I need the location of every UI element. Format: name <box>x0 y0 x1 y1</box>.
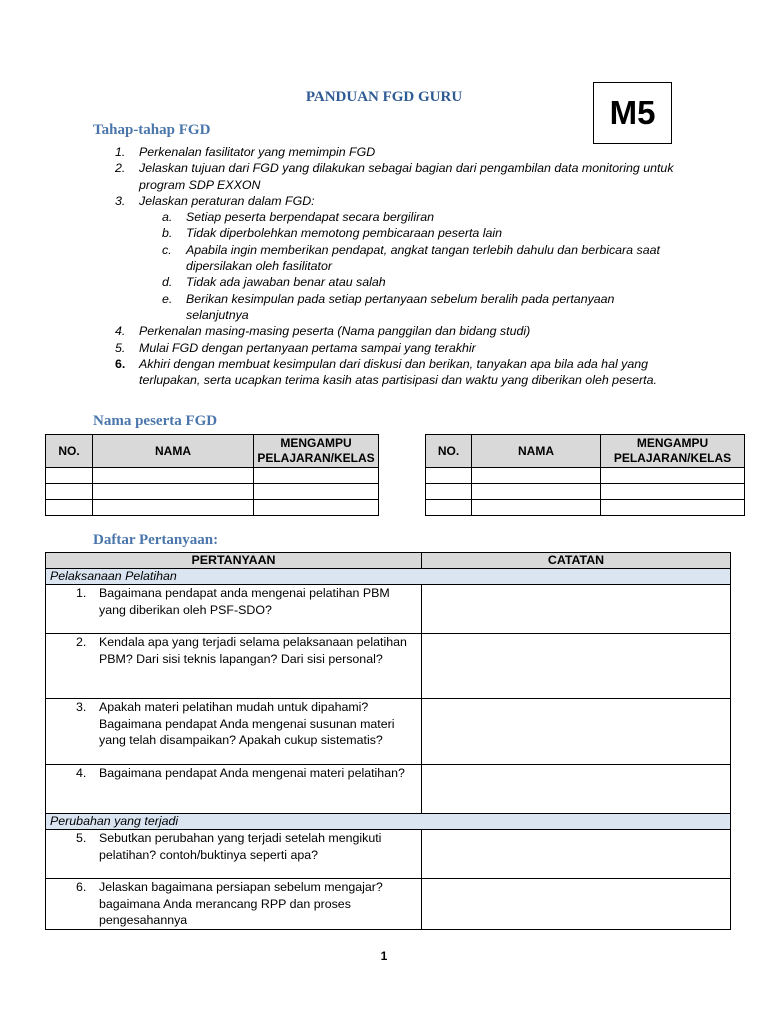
column-header-catatan: CATATAN <box>422 553 731 569</box>
list-item: 6. Akhiri dengan membuat kesimpulan dari diskusi dan berikan, tanyakan apa bila ada hal yang terlupakan, serta ucapkan terima kasih atas partisipasi dan waktu yang diberikan oleh peserta. <box>115 356 657 388</box>
table-cell[interactable] <box>93 500 254 516</box>
table-cell[interactable] <box>254 468 379 484</box>
column-header-no: NO. <box>46 435 93 468</box>
question-cell: 3. Apakah materi pelatihan mudah untuk dipahami? Bagaimana pendapat Anda mengenai susunan materi yang telah disampaikan? Apakah cukup sistematis? <box>46 699 422 765</box>
table-cell[interactable] <box>472 484 601 500</box>
steps-list <box>0 144 686 388</box>
list-item: 2. Jelaskan tujuan dari FGD yang dilakukan sebagai bagian dari pengambilan data monitoring untuk program SDP EXXON <box>115 161 674 192</box>
table-cell[interactable] <box>426 468 472 484</box>
list-item: 4. Perkenalan masing-masing peserta (Nama panggilan dan bidang studi) <box>115 324 531 339</box>
table-row <box>46 765 731 814</box>
section-heading-tahap: Tahap-tahap FGD <box>93 122 211 138</box>
column-header-mengampu: MENGAMPU PELAJARAN/KELAS <box>601 435 745 468</box>
sub-list-item: e. Berikan kesimpulan pada setiap pertanyaan sebelum beralih pada pertanyaan selanjutnya <box>162 291 615 322</box>
table-row <box>46 879 731 930</box>
notes-cell[interactable] <box>422 699 731 765</box>
notes-cell[interactable] <box>422 634 731 699</box>
table-row <box>46 569 731 585</box>
sub-list-item: c. Apabila ingin memberikan pendapat, angkat tangan terlebih dahulu dan berbicara saat dipersilakan oleh fasilitator <box>162 242 660 274</box>
table-cell[interactable] <box>601 468 745 484</box>
notes-cell[interactable] <box>422 765 731 814</box>
table-cell[interactable] <box>46 468 93 484</box>
sub-list-item: b. Tidak diperbolehkan memotong pembicaraan peserta lain <box>162 226 503 241</box>
table-cell[interactable] <box>601 484 745 500</box>
sub-list-item: a. Setiap peserta berpendapat secara bergiliran <box>162 210 434 225</box>
table-cell[interactable] <box>46 500 93 516</box>
table-header-row <box>426 435 745 468</box>
table-cell[interactable] <box>93 484 254 500</box>
section-heading-daftar-pertanyaan: Daftar Pertanyaan: <box>93 532 219 548</box>
question-cell: 1. Bagaimana pendapat anda mengenai pelatihan PBM yang diberikan oleh PSF-SDO? <box>46 585 422 634</box>
table-row <box>46 585 731 634</box>
table-row <box>46 500 379 516</box>
table-cell[interactable] <box>46 484 93 500</box>
table-row <box>426 500 745 516</box>
module-code-box: M5 <box>593 82 672 144</box>
sub-list-item: d. Tidak ada jawaban benar atau salah <box>162 275 386 290</box>
table-row <box>46 699 731 765</box>
notes-cell[interactable] <box>422 879 731 930</box>
question-cell: 5. Sebutkan perubahan yang terjadi setelah mengikuti pelatihan? contoh/buktinya seperti apa? <box>46 830 422 879</box>
table-header-row <box>46 553 731 569</box>
table-row <box>46 468 379 484</box>
table-cell[interactable] <box>472 500 601 516</box>
questions-table <box>45 552 731 930</box>
table-cell[interactable] <box>426 500 472 516</box>
question-cell: 4. Bagaimana pendapat Anda mengenai materi pelatihan? <box>46 765 422 814</box>
page-title: PANDUAN FGD GURU <box>305 89 463 105</box>
table-header-row <box>46 435 379 468</box>
list-item: 3. Jelaskan peraturan dalam FGD: <box>115 193 315 208</box>
list-item: 1. Perkenalan fasilitator yang memimpin FGD <box>115 145 376 159</box>
participants-table-right <box>425 434 745 516</box>
table-cell[interactable] <box>93 468 254 484</box>
group-label-pelaksanaan: Pelaksanaan Pelatihan <box>46 569 731 585</box>
section-heading-nama-peserta: Nama peserta FGD <box>93 413 218 429</box>
table-cell[interactable] <box>426 484 472 500</box>
table-row <box>46 814 731 830</box>
question-cell: 6. Jelaskan bagaimana persiapan sebelum mengajar? bagaimana Anda merancang RPP dan proses pengesahannya <box>46 879 422 930</box>
table-row <box>46 484 379 500</box>
notes-cell[interactable] <box>422 585 731 634</box>
table-cell[interactable] <box>254 484 379 500</box>
table-cell[interactable] <box>472 468 601 484</box>
table-row <box>46 830 731 879</box>
group-label-perubahan: Perubahan yang terjadi <box>46 814 731 830</box>
list-item: 5. Mulai FGD dengan pertanyaan pertama sampai yang terakhir <box>115 340 476 355</box>
column-header-no: NO. <box>426 435 472 468</box>
table-cell[interactable] <box>254 500 379 516</box>
table-cell[interactable] <box>601 500 745 516</box>
participants-table-left <box>45 434 379 516</box>
column-header-nama: NAMA <box>93 435 254 468</box>
question-cell: 2. Kendala apa yang terjadi selama pelaksanaan pelatihan PBM? Dari sisi teknis lapangan? Dari sisi personal? <box>46 634 422 699</box>
table-row <box>46 634 731 699</box>
column-header-pertanyaan: PERTANYAAN <box>46 553 422 569</box>
table-row <box>426 484 745 500</box>
notes-cell[interactable] <box>422 830 731 879</box>
page-number: 1 <box>380 949 388 963</box>
column-header-mengampu: MENGAMPU PELAJARAN/KELAS <box>254 435 379 468</box>
column-header-nama: NAMA <box>472 435 601 468</box>
table-row <box>426 468 745 484</box>
